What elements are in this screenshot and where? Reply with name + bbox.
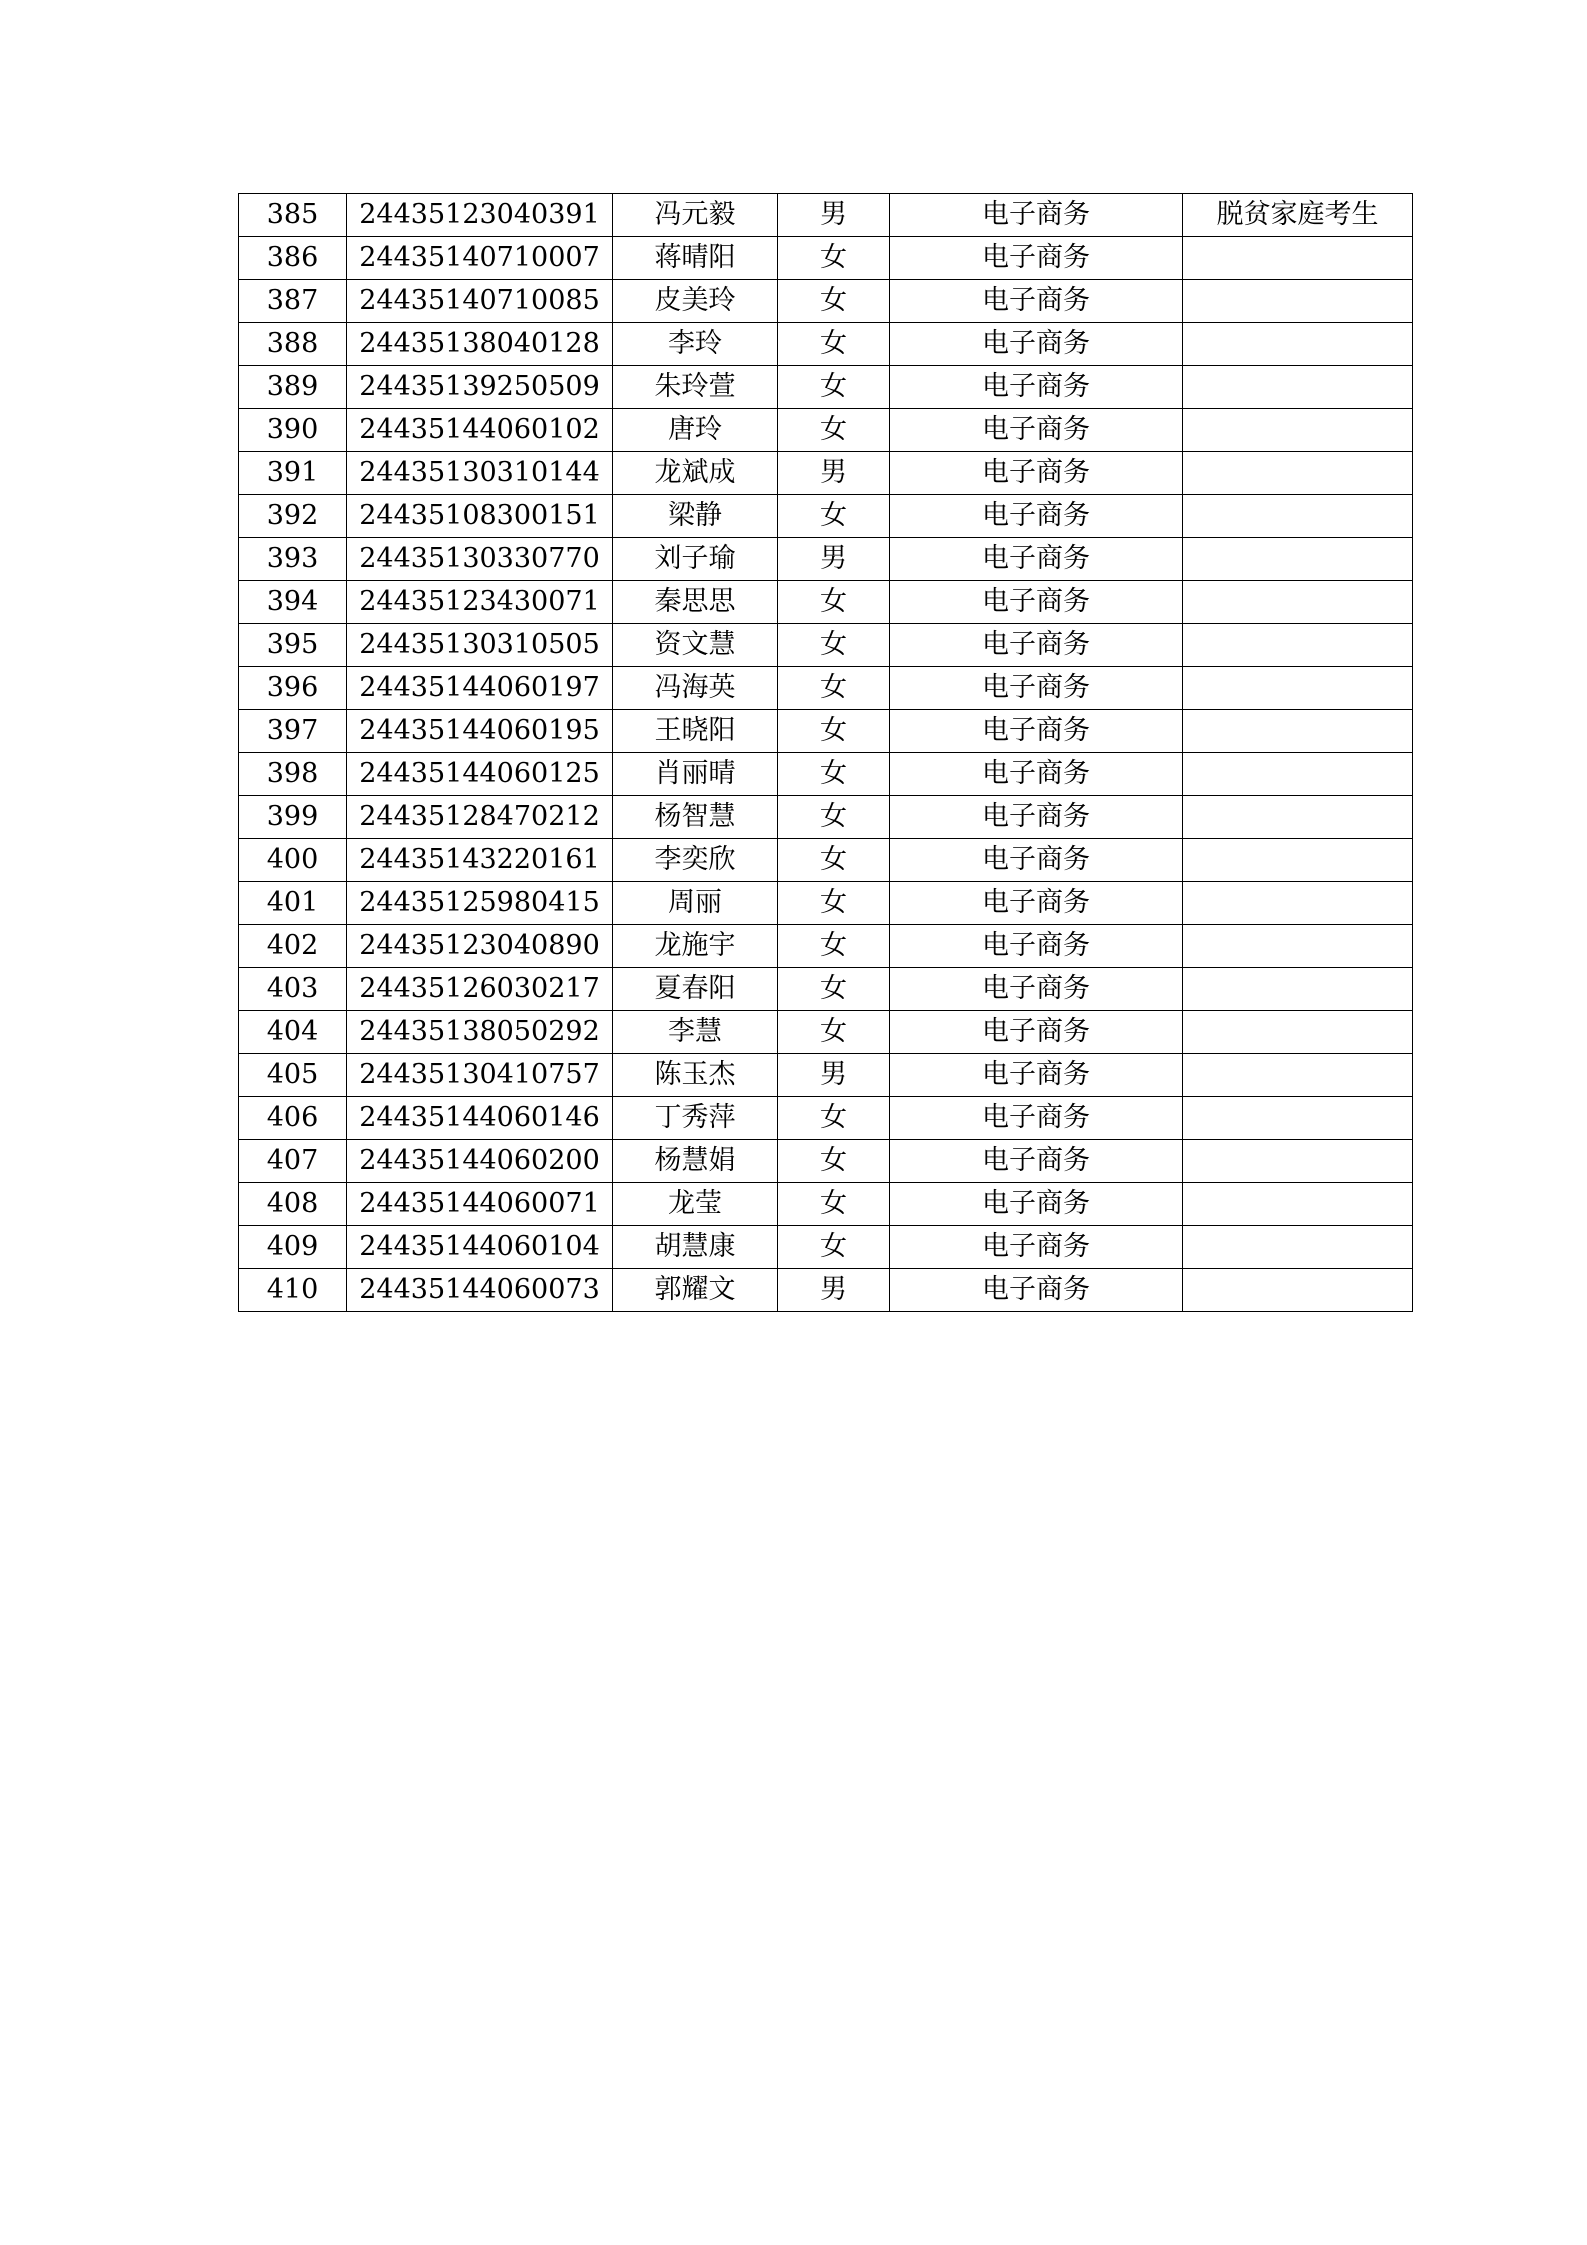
remark-cell <box>1183 409 1413 452</box>
serial-number-cell: 394 <box>239 581 347 624</box>
gender-cell: 女 <box>778 1226 890 1269</box>
remark-cell <box>1183 1054 1413 1097</box>
table-row <box>239 366 1413 409</box>
table-row <box>239 839 1413 882</box>
table-row <box>239 667 1413 710</box>
major-cell: 电子商务 <box>890 968 1183 1011</box>
major-cell: 电子商务 <box>890 237 1183 280</box>
candidate-id-cell: 24435144060104 <box>347 1226 613 1269</box>
serial-number-cell: 396 <box>239 667 347 710</box>
candidate-id-cell: 24435128470212 <box>347 796 613 839</box>
serial-number-cell: 408 <box>239 1183 347 1226</box>
remark-cell <box>1183 538 1413 581</box>
gender-cell: 女 <box>778 1097 890 1140</box>
student-name-cell: 周丽 <box>613 882 778 925</box>
gender-cell: 女 <box>778 667 890 710</box>
table-row <box>239 1269 1413 1312</box>
candidate-id-cell: 24435140710007 <box>347 237 613 280</box>
gender-cell: 女 <box>778 882 890 925</box>
student-name-cell: 胡慧康 <box>613 1226 778 1269</box>
serial-number-cell: 401 <box>239 882 347 925</box>
student-name-cell: 杨智慧 <box>613 796 778 839</box>
remark-cell <box>1183 1226 1413 1269</box>
table-row <box>239 1011 1413 1054</box>
table-row <box>239 538 1413 581</box>
major-cell: 电子商务 <box>890 710 1183 753</box>
candidate-id-cell: 24435143220161 <box>347 839 613 882</box>
candidate-id-cell: 24435144060197 <box>347 667 613 710</box>
gender-cell: 女 <box>778 280 890 323</box>
gender-cell: 男 <box>778 1269 890 1312</box>
remark-cell <box>1183 366 1413 409</box>
candidate-id-cell: 24435144060200 <box>347 1140 613 1183</box>
table-row <box>239 710 1413 753</box>
gender-cell: 女 <box>778 237 890 280</box>
serial-number-cell: 400 <box>239 839 347 882</box>
major-cell: 电子商务 <box>890 925 1183 968</box>
student-name-cell: 王晓阳 <box>613 710 778 753</box>
gender-cell: 女 <box>778 409 890 452</box>
student-name-cell: 龙莹 <box>613 1183 778 1226</box>
major-cell: 电子商务 <box>890 366 1183 409</box>
student-name-cell: 夏春阳 <box>613 968 778 1011</box>
major-cell: 电子商务 <box>890 1183 1183 1226</box>
student-name-cell: 蒋晴阳 <box>613 237 778 280</box>
remark-cell <box>1183 882 1413 925</box>
candidate-id-cell: 24435138040128 <box>347 323 613 366</box>
major-cell: 电子商务 <box>890 1097 1183 1140</box>
student-name-cell: 李玲 <box>613 323 778 366</box>
table-row <box>239 753 1413 796</box>
remark-cell <box>1183 323 1413 366</box>
remark-cell <box>1183 968 1413 1011</box>
major-cell: 电子商务 <box>890 495 1183 538</box>
candidate-id-cell: 24435123040391 <box>347 194 613 237</box>
major-cell: 电子商务 <box>890 796 1183 839</box>
serial-number-cell: 399 <box>239 796 347 839</box>
table-row <box>239 968 1413 1011</box>
major-cell: 电子商务 <box>890 194 1183 237</box>
serial-number-cell: 387 <box>239 280 347 323</box>
gender-cell: 女 <box>778 1140 890 1183</box>
major-cell: 电子商务 <box>890 839 1183 882</box>
remark-cell <box>1183 796 1413 839</box>
student-name-cell: 朱玲萱 <box>613 366 778 409</box>
serial-number-cell: 388 <box>239 323 347 366</box>
major-cell: 电子商务 <box>890 667 1183 710</box>
gender-cell: 男 <box>778 194 890 237</box>
remark-cell <box>1183 1011 1413 1054</box>
gender-cell: 女 <box>778 581 890 624</box>
student-name-cell: 丁秀萍 <box>613 1097 778 1140</box>
serial-number-cell: 398 <box>239 753 347 796</box>
gender-cell: 女 <box>778 624 890 667</box>
table-row <box>239 1097 1413 1140</box>
student-name-cell: 龙施宇 <box>613 925 778 968</box>
candidate-id-cell: 24435130310144 <box>347 452 613 495</box>
major-cell: 电子商务 <box>890 1226 1183 1269</box>
serial-number-cell: 405 <box>239 1054 347 1097</box>
serial-number-cell: 403 <box>239 968 347 1011</box>
gender-cell: 女 <box>778 753 890 796</box>
table-row <box>239 452 1413 495</box>
serial-number-cell: 410 <box>239 1269 347 1312</box>
gender-cell: 女 <box>778 968 890 1011</box>
gender-cell: 女 <box>778 839 890 882</box>
major-cell: 电子商务 <box>890 1140 1183 1183</box>
table-row <box>239 237 1413 280</box>
major-cell: 电子商务 <box>890 452 1183 495</box>
candidate-id-cell: 24435125980415 <box>347 882 613 925</box>
gender-cell: 女 <box>778 1011 890 1054</box>
student-name-cell: 冯元毅 <box>613 194 778 237</box>
table-row <box>239 1054 1413 1097</box>
serial-number-cell: 404 <box>239 1011 347 1054</box>
remark-cell <box>1183 581 1413 624</box>
serial-number-cell: 390 <box>239 409 347 452</box>
table-row <box>239 581 1413 624</box>
remark-cell <box>1183 495 1413 538</box>
major-cell: 电子商务 <box>890 1054 1183 1097</box>
student-name-cell: 秦思思 <box>613 581 778 624</box>
candidate-id-cell: 24435144060102 <box>347 409 613 452</box>
student-name-cell: 陈玉杰 <box>613 1054 778 1097</box>
student-name-cell: 李慧 <box>613 1011 778 1054</box>
candidate-id-cell: 24435123430071 <box>347 581 613 624</box>
gender-cell: 女 <box>778 366 890 409</box>
gender-cell: 男 <box>778 1054 890 1097</box>
table-row <box>239 495 1413 538</box>
table-row <box>239 624 1413 667</box>
table-row <box>239 194 1413 237</box>
candidate-id-cell: 24435140710085 <box>347 280 613 323</box>
serial-number-cell: 393 <box>239 538 347 581</box>
student-name-cell: 刘子瑜 <box>613 538 778 581</box>
remark-cell: 脱贫家庭考生 <box>1183 194 1413 237</box>
remark-cell <box>1183 280 1413 323</box>
gender-cell: 女 <box>778 710 890 753</box>
major-cell: 电子商务 <box>890 624 1183 667</box>
table-row <box>239 1183 1413 1226</box>
table-row <box>239 409 1413 452</box>
table-row <box>239 1226 1413 1269</box>
remark-cell <box>1183 667 1413 710</box>
student-name-cell: 唐玲 <box>613 409 778 452</box>
student-name-cell: 肖丽晴 <box>613 753 778 796</box>
student-name-cell: 龙斌成 <box>613 452 778 495</box>
candidate-id-cell: 24435144060125 <box>347 753 613 796</box>
serial-number-cell: 397 <box>239 710 347 753</box>
table-row <box>239 882 1413 925</box>
major-cell: 电子商务 <box>890 753 1183 796</box>
serial-number-cell: 386 <box>239 237 347 280</box>
student-name-cell: 冯海英 <box>613 667 778 710</box>
remark-cell <box>1183 237 1413 280</box>
remark-cell <box>1183 710 1413 753</box>
gender-cell: 女 <box>778 323 890 366</box>
candidate-id-cell: 24435138050292 <box>347 1011 613 1054</box>
serial-number-cell: 407 <box>239 1140 347 1183</box>
table-row <box>239 323 1413 366</box>
major-cell: 电子商务 <box>890 280 1183 323</box>
remark-cell <box>1183 753 1413 796</box>
major-cell: 电子商务 <box>890 538 1183 581</box>
remark-cell <box>1183 839 1413 882</box>
gender-cell: 女 <box>778 925 890 968</box>
gender-cell: 女 <box>778 1183 890 1226</box>
gender-cell: 女 <box>778 495 890 538</box>
remark-cell <box>1183 452 1413 495</box>
candidate-id-cell: 24435144060071 <box>347 1183 613 1226</box>
serial-number-cell: 385 <box>239 194 347 237</box>
candidate-id-cell: 24435144060146 <box>347 1097 613 1140</box>
gender-cell: 男 <box>778 452 890 495</box>
candidate-id-cell: 24435144060073 <box>347 1269 613 1312</box>
student-name-cell: 郭耀文 <box>613 1269 778 1312</box>
candidate-id-cell: 24435130410757 <box>347 1054 613 1097</box>
remark-cell <box>1183 1183 1413 1226</box>
student-name-cell: 李奕欣 <box>613 839 778 882</box>
serial-number-cell: 402 <box>239 925 347 968</box>
remark-cell <box>1183 925 1413 968</box>
major-cell: 电子商务 <box>890 323 1183 366</box>
serial-number-cell: 406 <box>239 1097 347 1140</box>
remark-cell <box>1183 624 1413 667</box>
major-cell: 电子商务 <box>890 409 1183 452</box>
candidate-id-cell: 24435123040890 <box>347 925 613 968</box>
student-name-cell: 梁静 <box>613 495 778 538</box>
table-row <box>239 280 1413 323</box>
remark-cell <box>1183 1269 1413 1312</box>
candidate-id-cell: 24435130330770 <box>347 538 613 581</box>
table-row <box>239 1140 1413 1183</box>
serial-number-cell: 389 <box>239 366 347 409</box>
roster-table-body <box>239 194 1413 1312</box>
gender-cell: 男 <box>778 538 890 581</box>
major-cell: 电子商务 <box>890 581 1183 624</box>
candidate-id-cell: 24435130310505 <box>347 624 613 667</box>
major-cell: 电子商务 <box>890 1011 1183 1054</box>
serial-number-cell: 391 <box>239 452 347 495</box>
remark-cell <box>1183 1097 1413 1140</box>
gender-cell: 女 <box>778 796 890 839</box>
candidate-id-cell: 24435144060195 <box>347 710 613 753</box>
serial-number-cell: 392 <box>239 495 347 538</box>
serial-number-cell: 395 <box>239 624 347 667</box>
table-row <box>239 925 1413 968</box>
major-cell: 电子商务 <box>890 882 1183 925</box>
student-name-cell: 杨慧娟 <box>613 1140 778 1183</box>
candidate-id-cell: 24435139250509 <box>347 366 613 409</box>
candidate-id-cell: 24435126030217 <box>347 968 613 1011</box>
student-name-cell: 资文慧 <box>613 624 778 667</box>
admission-roster-table <box>238 193 1413 1312</box>
serial-number-cell: 409 <box>239 1226 347 1269</box>
candidate-id-cell: 24435108300151 <box>347 495 613 538</box>
remark-cell <box>1183 1140 1413 1183</box>
student-name-cell: 皮美玲 <box>613 280 778 323</box>
major-cell: 电子商务 <box>890 1269 1183 1312</box>
table-row <box>239 796 1413 839</box>
